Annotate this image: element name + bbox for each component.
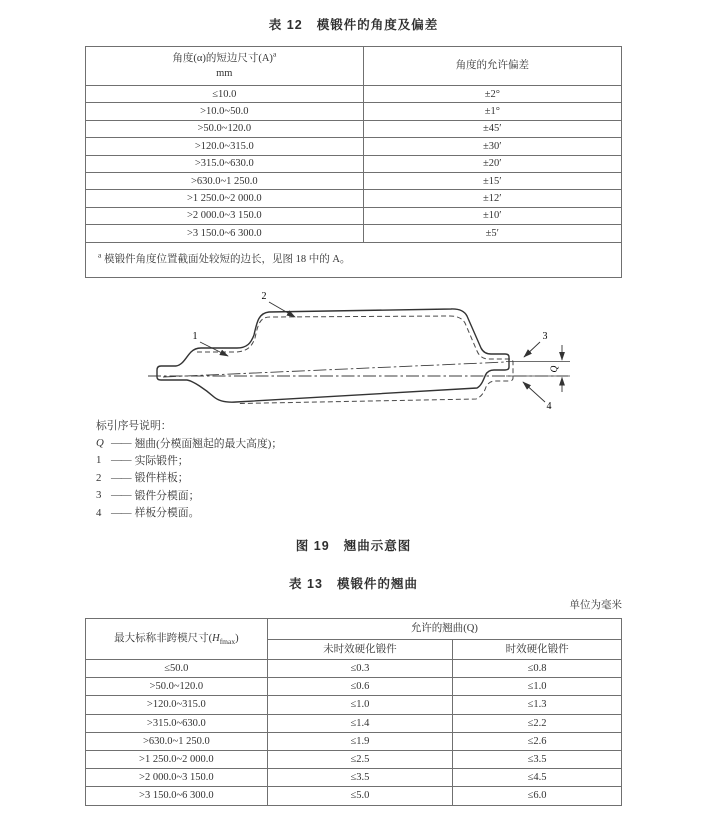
warp-diagram — [138, 286, 590, 412]
t13-aged-cell: ≤4.5 — [453, 769, 622, 787]
table13-title-text: 模锻件的翘曲 — [336, 577, 418, 591]
t12-dev-cell: ±5′ — [363, 225, 621, 242]
legend-desc: 翘曲(分模面翘起的最大高度)； — [134, 437, 283, 450]
legend-item-4 — [96, 504, 282, 521]
legend-key: 3 — [96, 489, 102, 502]
callout-4-leader — [523, 382, 545, 402]
table13-span-header: 允许的翘曲(Q) — [267, 619, 621, 640]
legend-dash: —— — [111, 454, 131, 467]
t13-aged-cell: ≤6.0 — [453, 787, 622, 805]
t12-size-cell: >2 000.0~3 150.0 — [86, 207, 364, 224]
legend-desc: 实际锻件； — [134, 454, 189, 467]
t13-size-cell: >1 250.0~2 000.0 — [86, 750, 268, 768]
q-dim-label: Q — [550, 365, 560, 373]
t12-size-cell: >120.0~315.0 — [86, 138, 364, 155]
t13-col1-suffix: ) — [235, 633, 239, 645]
t13-aged-cell: ≤2.2 — [453, 714, 622, 732]
table-row — [86, 155, 622, 172]
table12-col1-header — [86, 47, 364, 86]
legend-title: 标引序号说明： — [96, 420, 172, 433]
t13-col1-prefix: 最大标称非跨模尺寸( — [114, 633, 213, 645]
table13-col1-header — [86, 619, 268, 660]
table13-header-row1 — [86, 619, 622, 640]
t12-size-cell: >10.0~50.0 — [86, 103, 364, 120]
t13-aged-cell: ≤0.8 — [453, 660, 622, 678]
table12-title-label: 表 12 — [268, 18, 303, 32]
forging-left-tab — [157, 366, 176, 380]
table-row — [86, 678, 622, 696]
legend-item-2 — [96, 469, 282, 486]
figure19-caption-text: 翘曲示意图 — [343, 539, 412, 553]
t12-dev-cell: ±30′ — [363, 138, 621, 155]
t13-unaged-cell: ≤0.6 — [267, 678, 452, 696]
table-row — [86, 190, 622, 207]
t12-dev-cell: ±20′ — [363, 155, 621, 172]
legend-desc: 样板分模面。 — [134, 507, 200, 520]
t13-aged-cell: ≤1.0 — [453, 678, 622, 696]
t12-dev-cell: ±12′ — [363, 190, 621, 207]
t13-unaged-cell: ≤3.5 — [267, 769, 452, 787]
footnote-marker: a — [98, 250, 102, 260]
table12-col1-header-line1: 角度(α)的短边尺寸(A) — [172, 53, 273, 65]
t13-size-cell: >50.0~120.0 — [86, 678, 268, 696]
table-row — [86, 86, 622, 103]
legend-item-1 — [96, 452, 282, 469]
forging-outline-solid — [176, 309, 509, 402]
table12-col1-footnote-mark: a — [272, 49, 277, 59]
table-row — [86, 750, 622, 768]
table-row — [86, 787, 622, 805]
table12-footnote — [86, 242, 622, 277]
t13-aged-cell: ≤3.5 — [453, 750, 622, 768]
table-row — [86, 696, 622, 714]
t12-size-cell: >50.0~120.0 — [86, 120, 364, 137]
callout-1-leader — [200, 342, 228, 356]
warp-diagram-figure — [138, 286, 590, 412]
table13-warp — [85, 618, 622, 806]
table-row — [86, 660, 622, 678]
t13-size-cell: >2 000.0~3 150.0 — [86, 769, 268, 787]
t12-size-cell: >315.0~630.0 — [86, 155, 364, 172]
t12-dev-cell: ±45′ — [363, 120, 621, 137]
legend-dash: —— — [111, 471, 131, 484]
legend-item-3 — [96, 487, 282, 504]
legend-key: 4 — [96, 506, 102, 519]
figure-legend — [96, 417, 282, 521]
table-row — [86, 138, 622, 155]
table-row — [86, 207, 622, 224]
t13-aged-cell: ≤2.6 — [453, 732, 622, 750]
table-row — [86, 103, 622, 120]
callout-1-label: 1 — [192, 331, 198, 342]
callout-3-leader — [524, 342, 540, 357]
t13-size-cell: >3 150.0~6 300.0 — [86, 787, 268, 805]
t12-size-cell: ≤10.0 — [86, 86, 364, 103]
table-row — [86, 225, 622, 242]
t13-size-cell: ≤50.0 — [86, 660, 268, 678]
table-row — [86, 769, 622, 787]
table-row — [86, 714, 622, 732]
t12-size-cell: >630.0~1 250.0 — [86, 172, 364, 189]
forging-parting-line — [163, 362, 506, 377]
table-row — [86, 120, 622, 137]
unit-note: 单位为毫米 — [569, 600, 622, 611]
legend-item-q — [96, 434, 282, 451]
table13-subheader-unaged: 未时效硬化锻件 — [267, 640, 452, 660]
legend-key: 1 — [96, 454, 102, 467]
t13-unaged-cell: ≤5.0 — [267, 787, 452, 805]
legend-key: 2 — [96, 471, 102, 484]
legend-dash: —— — [111, 437, 131, 450]
t12-size-cell: >3 150.0~6 300.0 — [86, 225, 364, 242]
callout-2-label: 2 — [261, 291, 267, 302]
callout-4-label: 4 — [546, 401, 552, 412]
figure19-caption-label: 图 19 — [295, 539, 330, 553]
table-row — [86, 732, 622, 750]
t13-unaged-cell: ≤1.4 — [267, 714, 452, 732]
t12-dev-cell: ±2° — [363, 86, 621, 103]
table12-angle-deviation — [85, 46, 622, 278]
template-outline-dashed — [197, 316, 513, 404]
table12-footnote-row — [86, 242, 622, 277]
t13-unaged-cell: ≤0.3 — [267, 660, 452, 678]
table13-title-label: 表 13 — [289, 577, 323, 591]
t13-unaged-cell: ≤1.0 — [267, 696, 452, 714]
t13-size-cell: >120.0~315.0 — [86, 696, 268, 714]
legend-desc: 锻件样板； — [134, 472, 189, 485]
callout-3-label: 3 — [542, 331, 548, 342]
t13-col1-subscript: fmax — [219, 637, 236, 647]
t12-dev-cell: ±15′ — [363, 172, 621, 189]
t12-size-cell: >1 250.0~2 000.0 — [86, 190, 364, 207]
t13-unaged-cell: ≤1.9 — [267, 732, 452, 750]
table13-title — [0, 574, 707, 592]
t13-size-cell: >630.0~1 250.0 — [86, 732, 268, 750]
legend-key: Q — [96, 437, 104, 450]
t13-size-cell: >315.0~630.0 — [86, 714, 268, 732]
footnote-text: 模锻件角度位置截面处较短的边长，见图 18 中的 A。 — [103, 253, 351, 265]
legend-dash: —— — [111, 506, 131, 519]
table12-title-text: 模锻件的角度及偏差 — [316, 18, 439, 32]
table12-title — [0, 15, 707, 33]
legend-desc: 锻件分模面； — [134, 489, 200, 502]
t13-unaged-cell: ≤2.5 — [267, 750, 452, 768]
table12-col1-header-unit: mm — [216, 67, 233, 79]
t13-col1-symbol: H — [212, 633, 220, 645]
table-row — [86, 172, 622, 189]
figure19-caption — [0, 536, 707, 554]
t12-dev-cell: ±1° — [363, 103, 621, 120]
table13-subheader-aged: 时效硬化锻件 — [453, 640, 622, 660]
t13-aged-cell: ≤1.3 — [453, 696, 622, 714]
t12-dev-cell: ±10′ — [363, 207, 621, 224]
table12-col2-header: 角度的允许偏差 — [363, 47, 621, 86]
legend-dash: —— — [111, 489, 131, 502]
callout-2-leader — [269, 302, 295, 317]
table12-header-row — [86, 47, 622, 86]
